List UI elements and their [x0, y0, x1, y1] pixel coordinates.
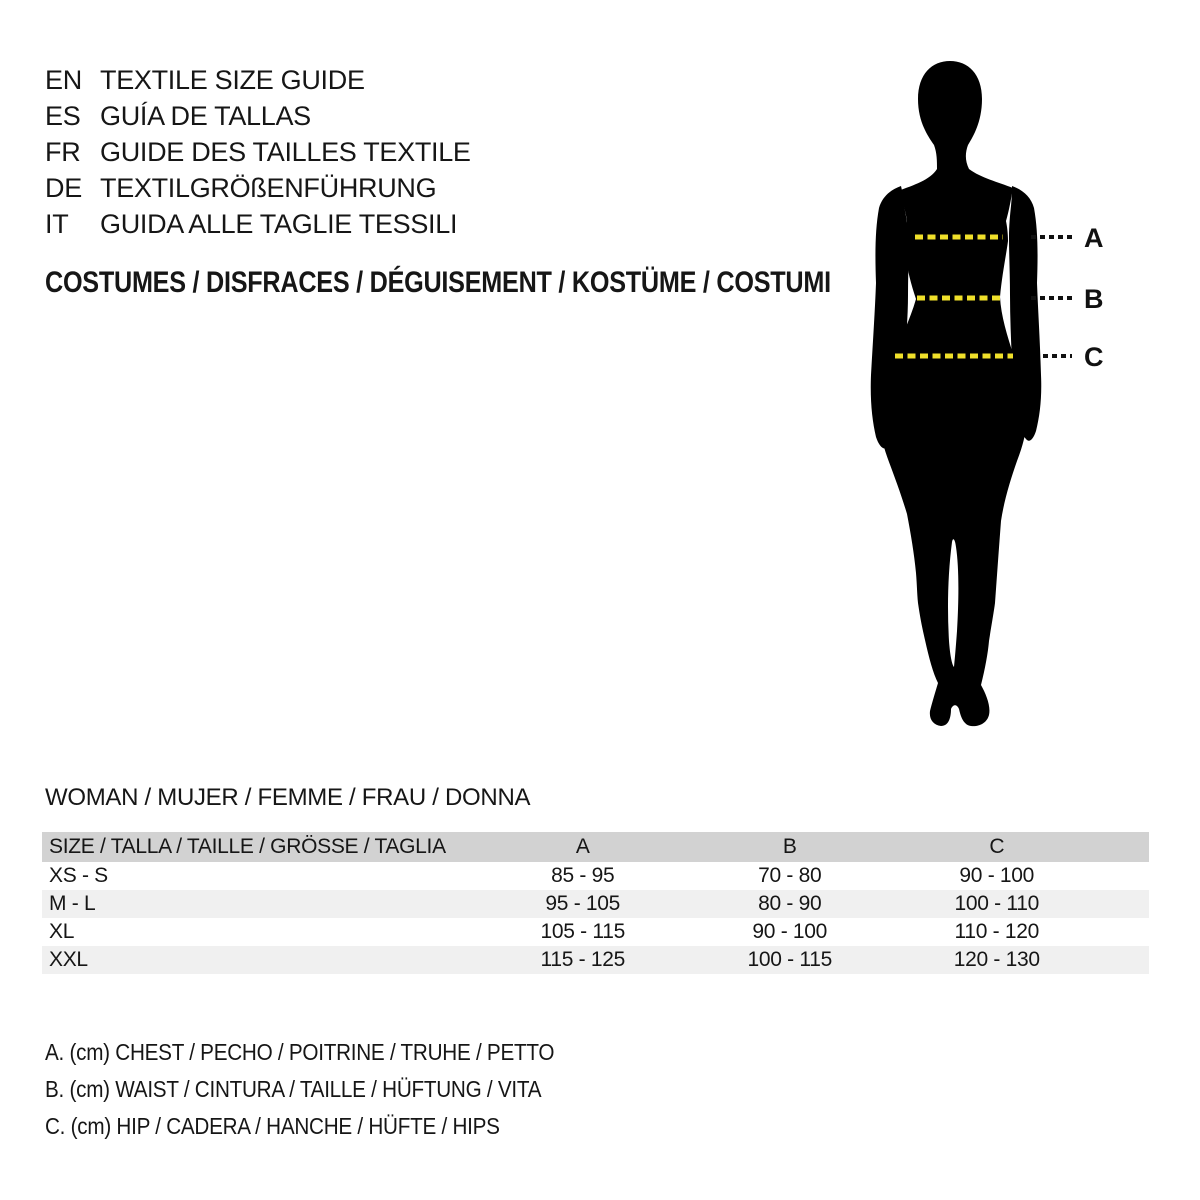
hip-cell: 110 - 120: [954, 920, 1039, 943]
table-row-m-l: [42, 890, 1149, 918]
language-code: EN: [45, 64, 82, 95]
chest-cell: 85 - 95: [551, 864, 615, 887]
size-cell: XXL: [49, 948, 88, 971]
language-label: TEXTILGRÖßENFÜHRUNG: [100, 172, 437, 203]
column-header-size: SIZE / TALLA / TAILLE / GRÖSSE / TAGLIA: [49, 835, 446, 858]
legend-hip: C. (cm) HIP / CADERA / HANCHE / HÜFTE / HIPS: [45, 1113, 500, 1139]
size-table-title: WOMAN / MUJER / FEMME / FRAU / DONNA: [45, 784, 531, 811]
language-row-es: [45, 98, 471, 134]
size-cell: M - L: [49, 892, 96, 915]
waist-cell: 70 - 80: [758, 864, 822, 887]
language-row-de: [45, 170, 471, 206]
language-code: FR: [45, 136, 81, 167]
language-label: GUIDE DES TAILLES TEXTILE: [100, 136, 471, 167]
category-heading: COSTUMES / DISFRACES / DÉGUISEMENT / KOSTÜME / COSTUMI: [45, 266, 831, 299]
hip-cell: 90 - 100: [959, 864, 1035, 887]
hip-cell: 100 - 110: [954, 892, 1039, 915]
column-header-a: A: [575, 835, 590, 858]
table-row-xs-s: [42, 862, 1149, 890]
language-list: [45, 62, 471, 242]
language-code: IT: [45, 208, 69, 239]
language-row-en: [45, 62, 471, 98]
language-row-it: [45, 206, 471, 242]
language-code: ES: [45, 100, 81, 131]
table-row-xl: [42, 918, 1149, 946]
size-cell: XS - S: [49, 864, 108, 887]
size-table: [42, 832, 1149, 974]
chest-cell: 105 - 115: [540, 920, 625, 943]
marker-a-label: A: [1084, 223, 1104, 253]
waist-cell: 100 - 115: [747, 948, 832, 971]
column-header-b: B: [782, 835, 797, 858]
language-label: GUIDA ALLE TAGLIE TESSILI: [100, 208, 458, 239]
hip-cell: 120 - 130: [953, 948, 1040, 971]
language-label: GUÍA DE TALLAS: [100, 100, 311, 131]
language-row-fr: [45, 134, 471, 170]
waist-cell: 90 - 100: [752, 920, 828, 943]
language-code: DE: [45, 172, 82, 203]
chest-cell: 115 - 125: [540, 948, 625, 971]
marker-c-label: C: [1084, 342, 1104, 372]
legend-waist: B. (cm) WAIST / CINTURA / TAILLE / HÜFTUNG / VITA: [45, 1076, 542, 1102]
size-cell: XL: [49, 920, 75, 943]
column-header-c: C: [989, 835, 1005, 858]
language-label: TEXTILE SIZE GUIDE: [100, 64, 365, 95]
measurement-legend: [45, 1034, 611, 1145]
marker-b-label: B: [1084, 284, 1104, 314]
waist-cell: 80 - 90: [758, 892, 822, 915]
chest-cell: 95 - 105: [545, 892, 621, 915]
legend-chest: A. (cm) CHEST / PECHO / POITRINE / TRUHE / PETTO: [45, 1039, 555, 1065]
size-table-header-row: [42, 832, 1149, 862]
woman-silhouette-figure: [780, 45, 1120, 745]
table-row-xxl: [42, 946, 1149, 974]
